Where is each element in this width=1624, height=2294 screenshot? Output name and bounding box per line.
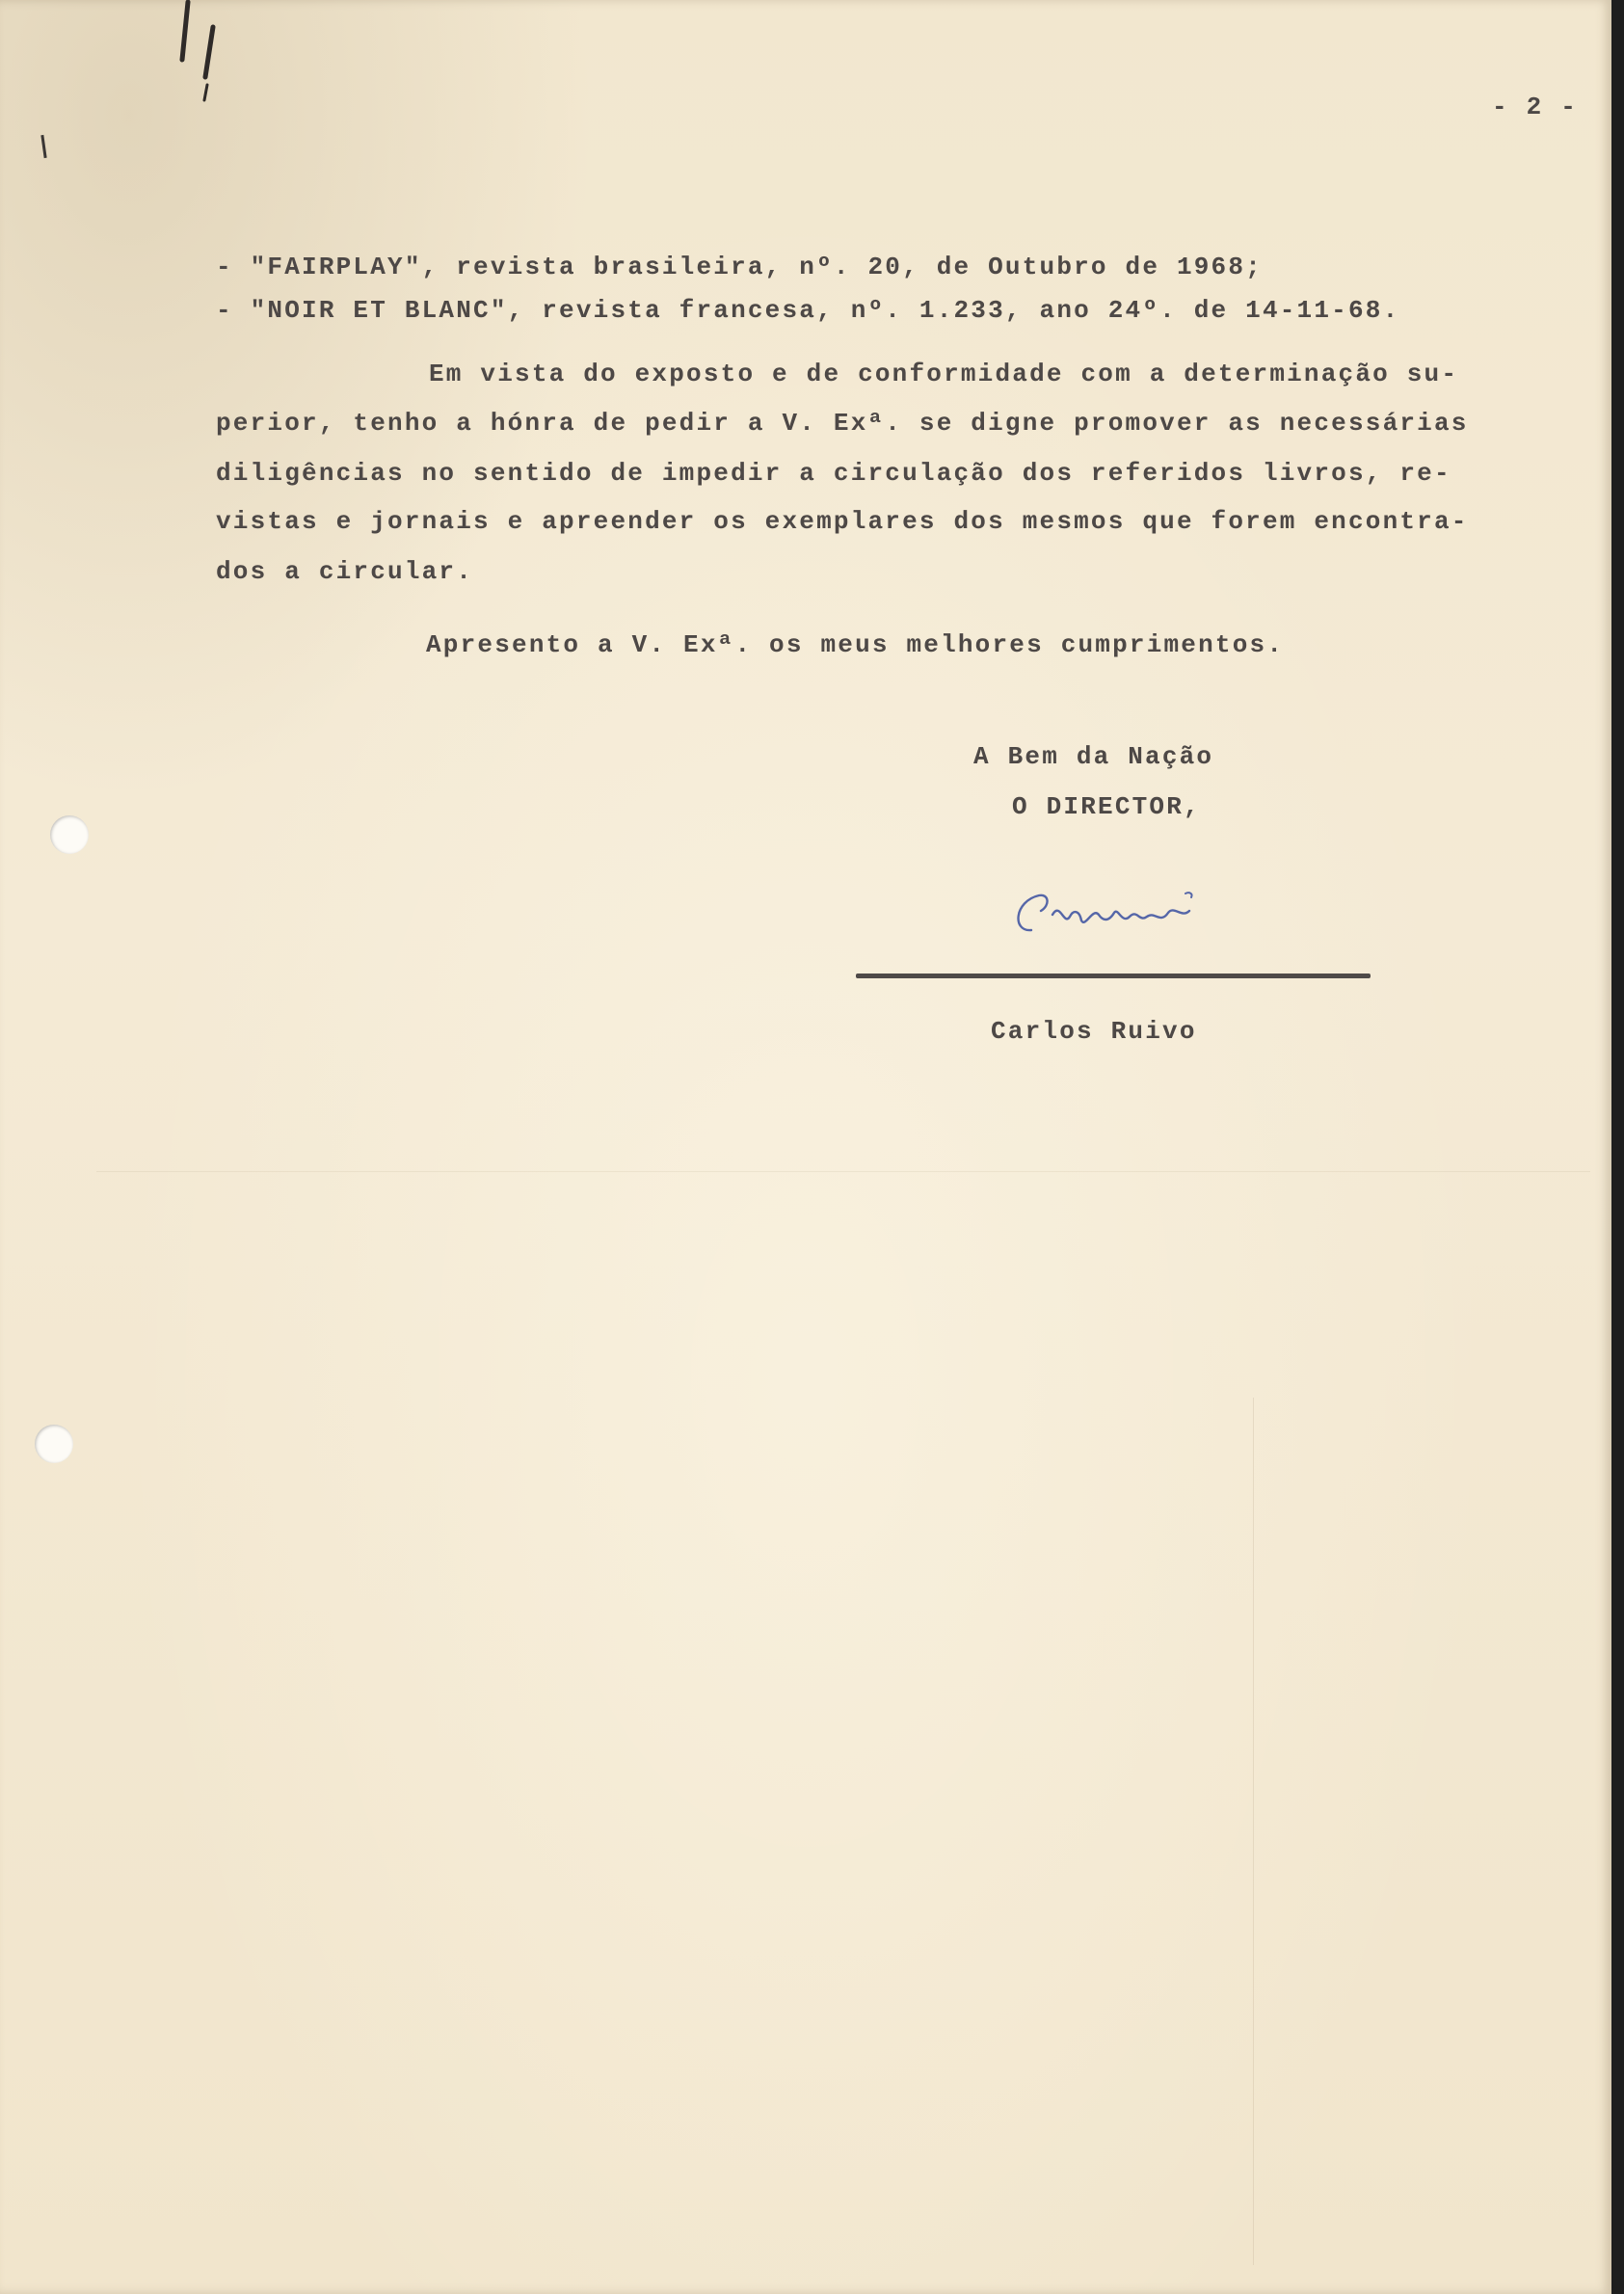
punch-hole <box>50 815 89 854</box>
signer-name: Carlos Ruivo <box>991 1017 1197 1046</box>
handwritten-margin-marks <box>159 0 236 106</box>
signer-title: O DIRECTOR, <box>1012 792 1201 821</box>
closing-line: Apresento a V. Exª. os meus melhores cumprimentos. <box>426 630 1285 659</box>
paragraph-line: perior, tenho a hónra de pedir a V. Exª. se digne promover as necessárias <box>216 409 1469 438</box>
signature-line <box>856 974 1371 978</box>
list-item: - "FAIRPLAY", revista brasileira, nº. 20, de Outubro de 1968; <box>216 253 1263 281</box>
scan-edge <box>1611 0 1624 2294</box>
punch-hole <box>35 1425 73 1463</box>
paragraph-line: diligências no sentido de impedir a circulação dos referidos livros, re- <box>216 459 1451 488</box>
handwritten-signature <box>993 872 1282 959</box>
margin-tick <box>40 135 46 158</box>
paragraph-line: vistas e jornais e apreender os exemplares dos mesmos que forem encontra- <box>216 507 1469 536</box>
paper-fold <box>96 1171 1590 1172</box>
salutation: A Bem da Nação <box>973 742 1214 771</box>
list-item: - "NOIR ET BLANC", revista francesa, nº. 1.233, ano 24º. de 14-11-68. <box>216 296 1400 325</box>
paragraph-line: dos a circular. <box>216 557 474 586</box>
page-number: - 2 - <box>1492 93 1579 121</box>
paper-crease <box>1253 1398 1254 2265</box>
paragraph-line: Em vista do exposto e de conformidade com a determinação su- <box>429 360 1459 388</box>
